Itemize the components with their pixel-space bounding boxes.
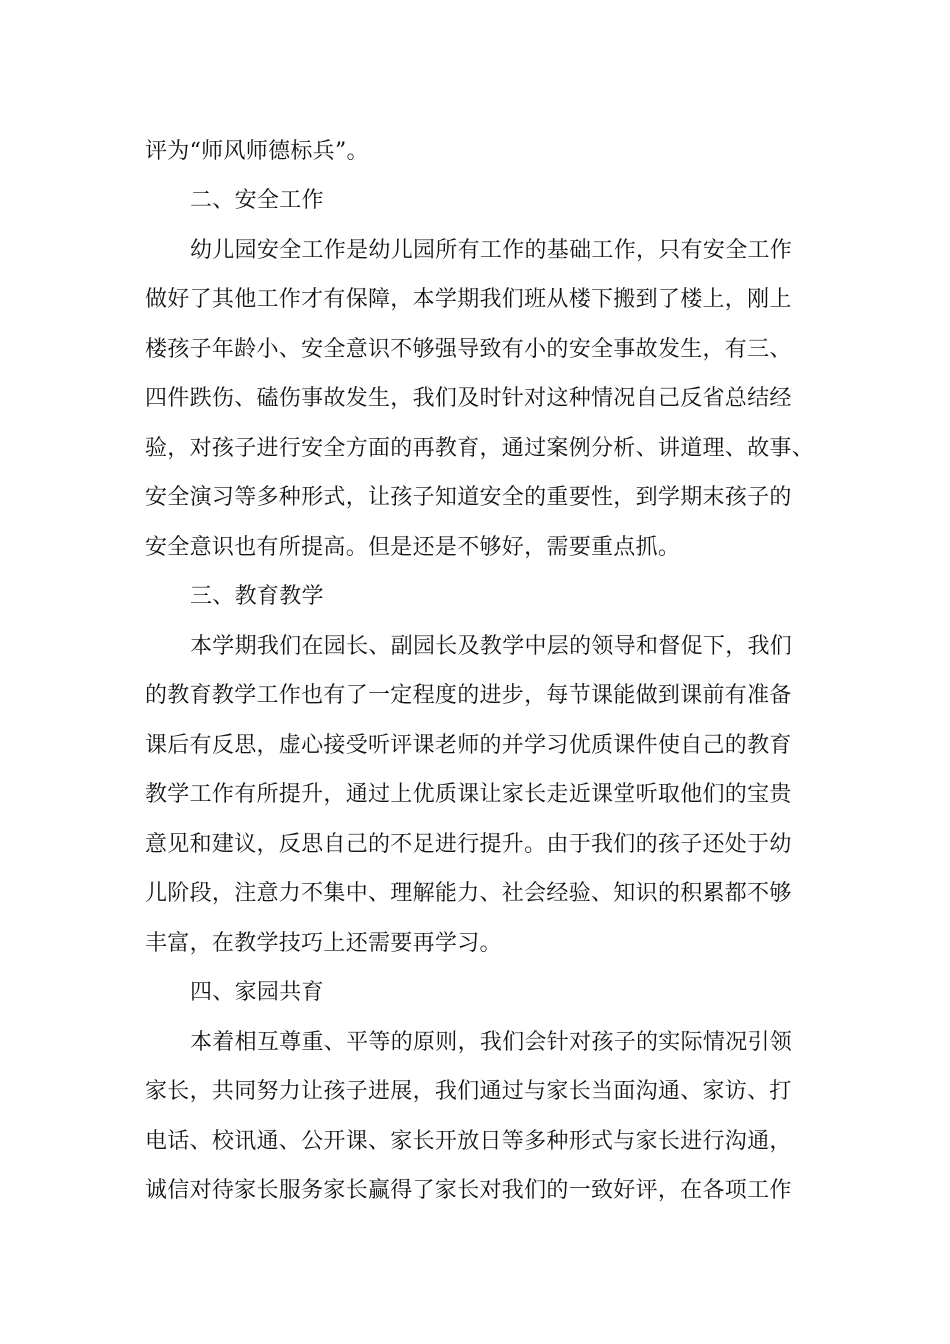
paragraph-line: 幼儿园安全工作是幼儿园所有工作的基础工作，只有安全工作 xyxy=(190,238,793,263)
paragraph-line: 儿阶段，注意力不集中、理解能力、社会经验、知识的积累都不够 xyxy=(145,881,792,906)
paragraph-line: 教学工作有所提升，通过上优质课让家长走近课堂听取他们的宝贵 xyxy=(145,782,792,807)
paragraph-line: 验，对孩子进行安全方面的再教育，通过案例分析、讲道理、故事、 xyxy=(145,436,815,461)
paragraph-line: 本学期我们在园长、副园长及教学中层的领导和督促下，我们 xyxy=(190,634,793,659)
paragraph-line: 家长，共同努力让孩子进展，我们通过与家长当面沟通、家访、打 xyxy=(145,1079,792,1104)
paragraph-line: 评为“师风师德标兵”。 xyxy=(145,139,369,164)
paragraph-line: 楼孩子年龄小、安全意识不够强导致有小的安全事故发生，有三、 xyxy=(145,337,792,362)
paragraph-line: 丰富，在教学技巧上还需要再学习。 xyxy=(145,931,502,956)
paragraph-line: 的教育教学工作也有了一定程度的进步，每节课能做到课前有准备 xyxy=(145,683,792,708)
paragraph-line: 做好了其他工作才有保障，本学期我们班从楼下搬到了楼上，刚上 xyxy=(145,287,792,312)
paragraph-line: 四件跌伤、磕伤事故发生，我们及时针对这种情况自己反省总结经 xyxy=(145,386,792,411)
paragraph-line: 电话、校讯通、公开课、家长开放日等多种形式与家长进行沟通， xyxy=(145,1129,792,1154)
paragraph-line: 安全演习等多种形式，让孩子知道安全的重要性，到学期末孩子的 xyxy=(145,485,792,510)
paragraph-line: 本着相互尊重、平等的原则，我们会针对孩子的实际情况引领 xyxy=(190,1030,793,1055)
section-heading-safety: 二、安全工作 xyxy=(190,188,324,213)
paragraph-line: 诚信对待家长服务家长赢得了家长对我们的一致好评，在各项工作 xyxy=(145,1178,792,1203)
paragraph-line: 课后有反思，虚心接受听评课老师的并学习优质课件使自己的教育 xyxy=(145,733,792,758)
paragraph-line: 安全意识也有所提高。但是还是不够好，需要重点抓。 xyxy=(145,535,681,560)
section-heading-home-school: 四、家园共育 xyxy=(190,980,324,1005)
section-heading-teaching: 三、教育教学 xyxy=(190,584,324,609)
paragraph-line: 意见和建议，反思自己的不足进行提升。由于我们的孩子还处于幼 xyxy=(145,832,792,857)
